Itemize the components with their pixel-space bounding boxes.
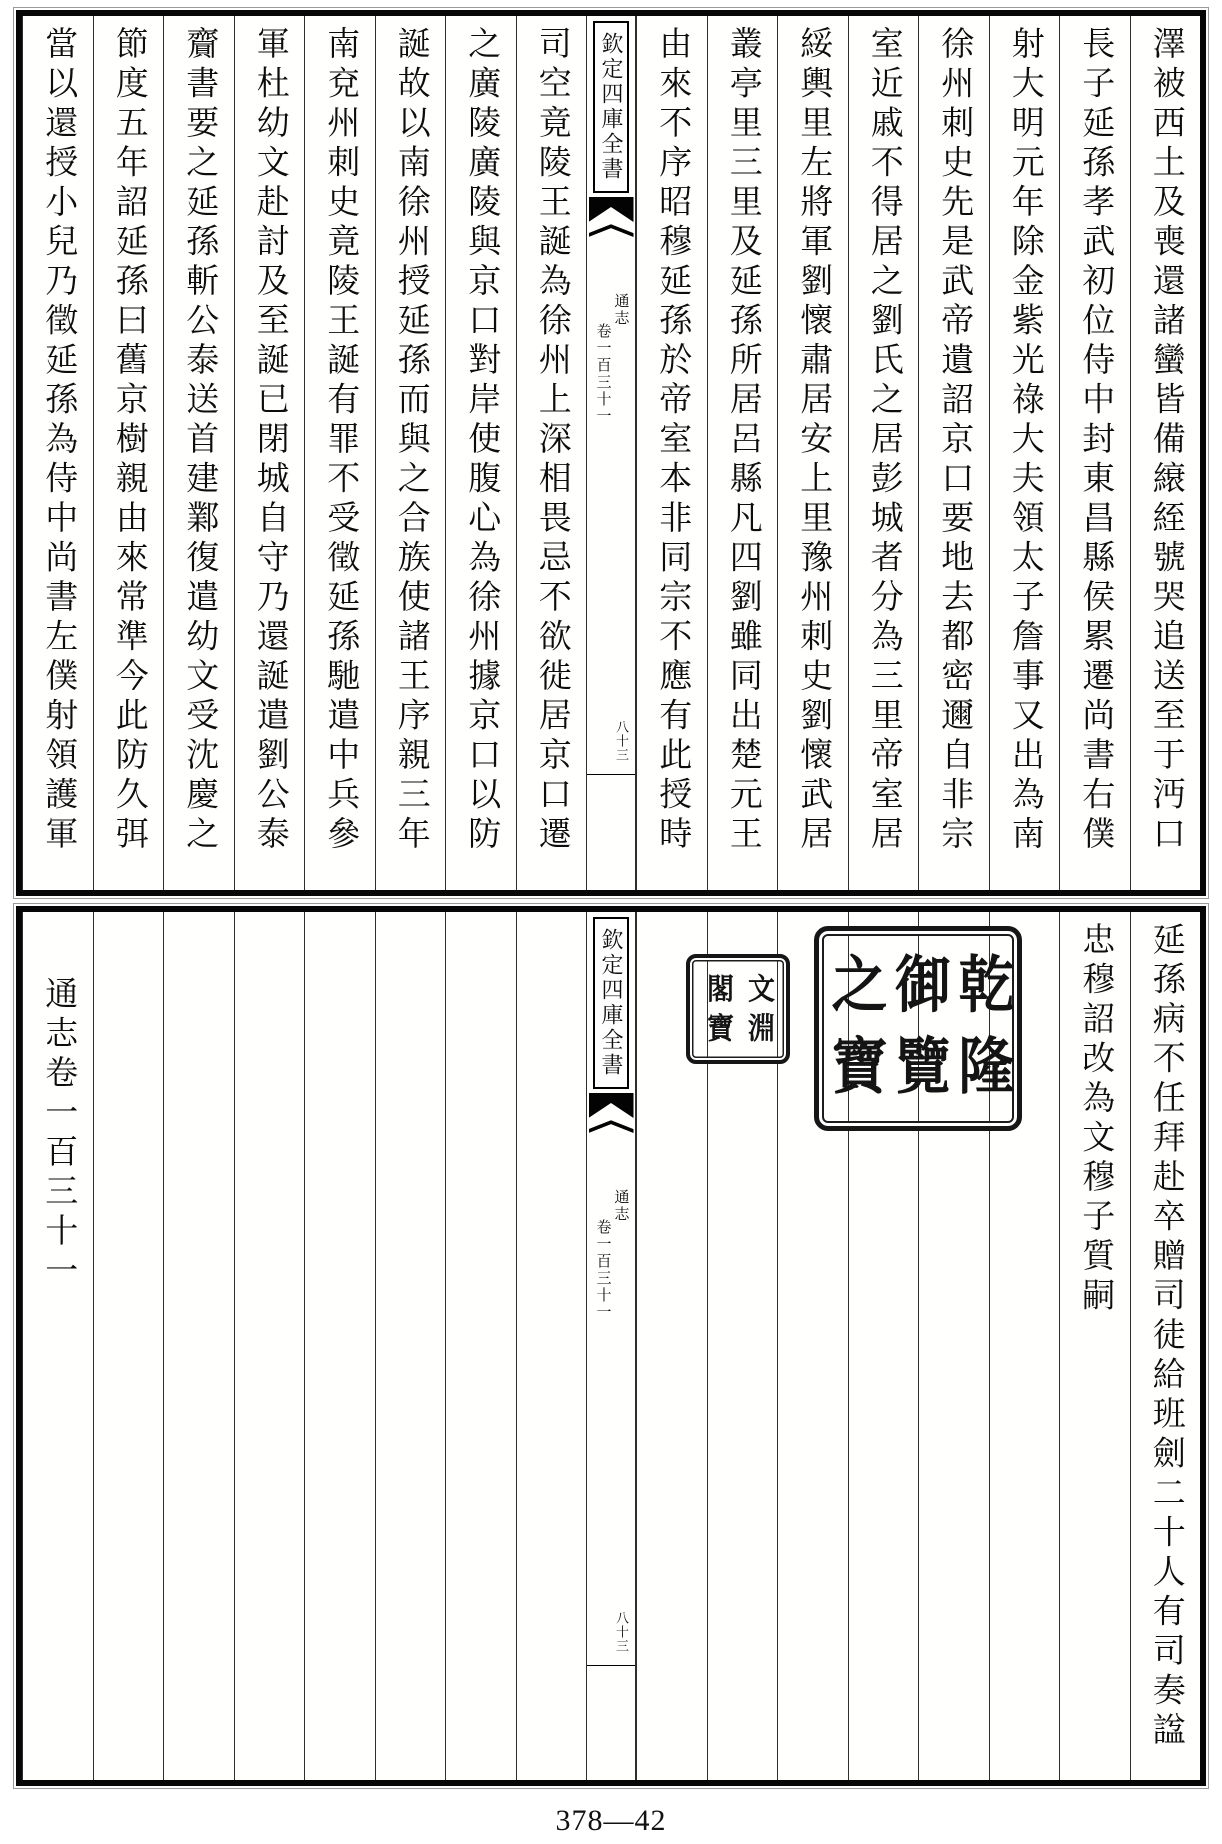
text-column xyxy=(1130,16,1201,890)
juan-number: 卷一百三十一 xyxy=(594,323,611,425)
text-block-bottom xyxy=(16,906,1206,1786)
column-text: 叢亭里三里及延孫所居呂縣凡四劉雖同出楚元王 xyxy=(724,26,761,856)
folio-number: 八十三 xyxy=(614,1610,629,1653)
column-text: 忠穆詔改為文穆子質嗣 xyxy=(1077,922,1114,1317)
footer-page-number: 378—42 xyxy=(555,1804,667,1837)
seal-text: 文淵 xyxy=(744,972,774,1052)
text-column xyxy=(22,16,93,890)
text-column xyxy=(636,16,707,890)
column-text: 由來不序昭穆延孫於帝室本非同宗不應有此授時 xyxy=(654,26,691,856)
folio-number: 八十三 xyxy=(614,719,629,762)
fishtail-mark-icon xyxy=(589,197,634,222)
column-text: 長子延孫孝武初位侍中封東昌縣侯累遷尚書右僕 xyxy=(1077,26,1114,856)
text-column xyxy=(445,912,516,1780)
text-column xyxy=(777,16,848,890)
folio-rule xyxy=(587,774,635,775)
text-column xyxy=(304,912,375,1780)
text-column xyxy=(304,16,375,890)
text-column xyxy=(707,16,778,890)
seal-text: 乾隆 xyxy=(950,951,1013,1115)
column-text: 軍杜幼文赴討及至誕已閉城自守乃還誕遣劉公泰 xyxy=(251,26,288,856)
seal-text: 御覽 xyxy=(887,951,949,1115)
text-column xyxy=(93,912,164,1780)
text-column xyxy=(1059,16,1130,890)
text-column xyxy=(445,16,516,890)
text-column xyxy=(22,912,93,1780)
text-column xyxy=(375,16,446,890)
text-block-top xyxy=(16,10,1206,896)
seal-text: 之寶 xyxy=(823,951,886,1115)
work-title: 通志 xyxy=(612,293,629,327)
imperial-seal-large xyxy=(814,926,1022,1131)
fishtail-chevron-icon xyxy=(589,1120,634,1133)
center-column-banxin xyxy=(586,912,636,1780)
text-column xyxy=(1130,912,1201,1780)
text-column xyxy=(163,16,234,890)
bottom-block-columns xyxy=(22,912,1200,1780)
text-column xyxy=(234,912,305,1780)
column-text: 司空竟陵王誕為徐州上深相畏忌不欲徙居京口遷 xyxy=(533,26,570,856)
center-column-banxin xyxy=(586,16,636,890)
column-text: 徐州刺史先是武帝遺詔京口要地去都密邇自非宗 xyxy=(936,26,973,856)
text-column xyxy=(848,16,919,890)
text-column xyxy=(234,16,305,890)
juan-number: 卷一百三十一 xyxy=(594,1219,611,1321)
siku-title: 欽定四庫全書 xyxy=(593,21,629,193)
banxin-work-juan xyxy=(595,293,628,425)
column-text: 誕故以南徐州授延孫而與之合族使諸王序親三年 xyxy=(392,26,429,856)
column-text: 延孫病不任拜赴卒贈司徒給班劍二十人有司奏諡 xyxy=(1147,922,1184,1752)
text-column xyxy=(918,16,989,890)
column-text: 澤被西土及喪還諸蠻皆備縗絰號哭追送至于沔口 xyxy=(1147,26,1184,856)
siku-title: 欽定四庫全書 xyxy=(593,917,629,1089)
column-text: 南兗州刺史竟陵王誕有罪不受徵延孫馳遣中兵參 xyxy=(322,26,359,856)
imperial-seal-small xyxy=(686,954,790,1064)
folio-rule xyxy=(587,1665,635,1666)
column-text: 齎書要之延孫斬公泰送首建鄴復遣幼文受沈慶之 xyxy=(181,26,218,856)
column-text: 室近戚不得居之劉氏之居彭城者分為三里帝室居 xyxy=(865,26,902,856)
column-text: 當以還授小兒乃徵延孫為侍中尚書左僕射領護軍 xyxy=(40,26,77,856)
text-column xyxy=(163,912,234,1780)
text-column xyxy=(93,16,164,890)
text-column xyxy=(1059,912,1130,1780)
text-column xyxy=(516,912,587,1780)
text-column xyxy=(516,16,587,890)
top-block-columns xyxy=(22,16,1200,890)
text-column xyxy=(375,912,446,1780)
column-text: 綏輿里左將軍劉懷肅居安上里豫州刺史劉懷武居 xyxy=(795,26,832,856)
column-text: 射大明元年除金紫光祿大夫領太子詹事又出為南 xyxy=(1006,26,1043,856)
column-text: 通志卷一百三十一 xyxy=(40,976,77,1292)
fishtail-chevron-icon xyxy=(589,224,634,237)
fishtail-mark-icon xyxy=(589,1093,634,1118)
text-column xyxy=(989,16,1060,890)
column-text: 節度五年詔延孫曰舊京樹親由來常準今此防久弭 xyxy=(110,26,147,856)
work-title: 通志 xyxy=(612,1189,629,1223)
column-text: 之廣陵廣陵與京口對岸使腹心為徐州據京口以防 xyxy=(463,26,500,856)
seal-text: 閣寶 xyxy=(703,972,733,1052)
banxin-work-juan xyxy=(595,1189,628,1321)
